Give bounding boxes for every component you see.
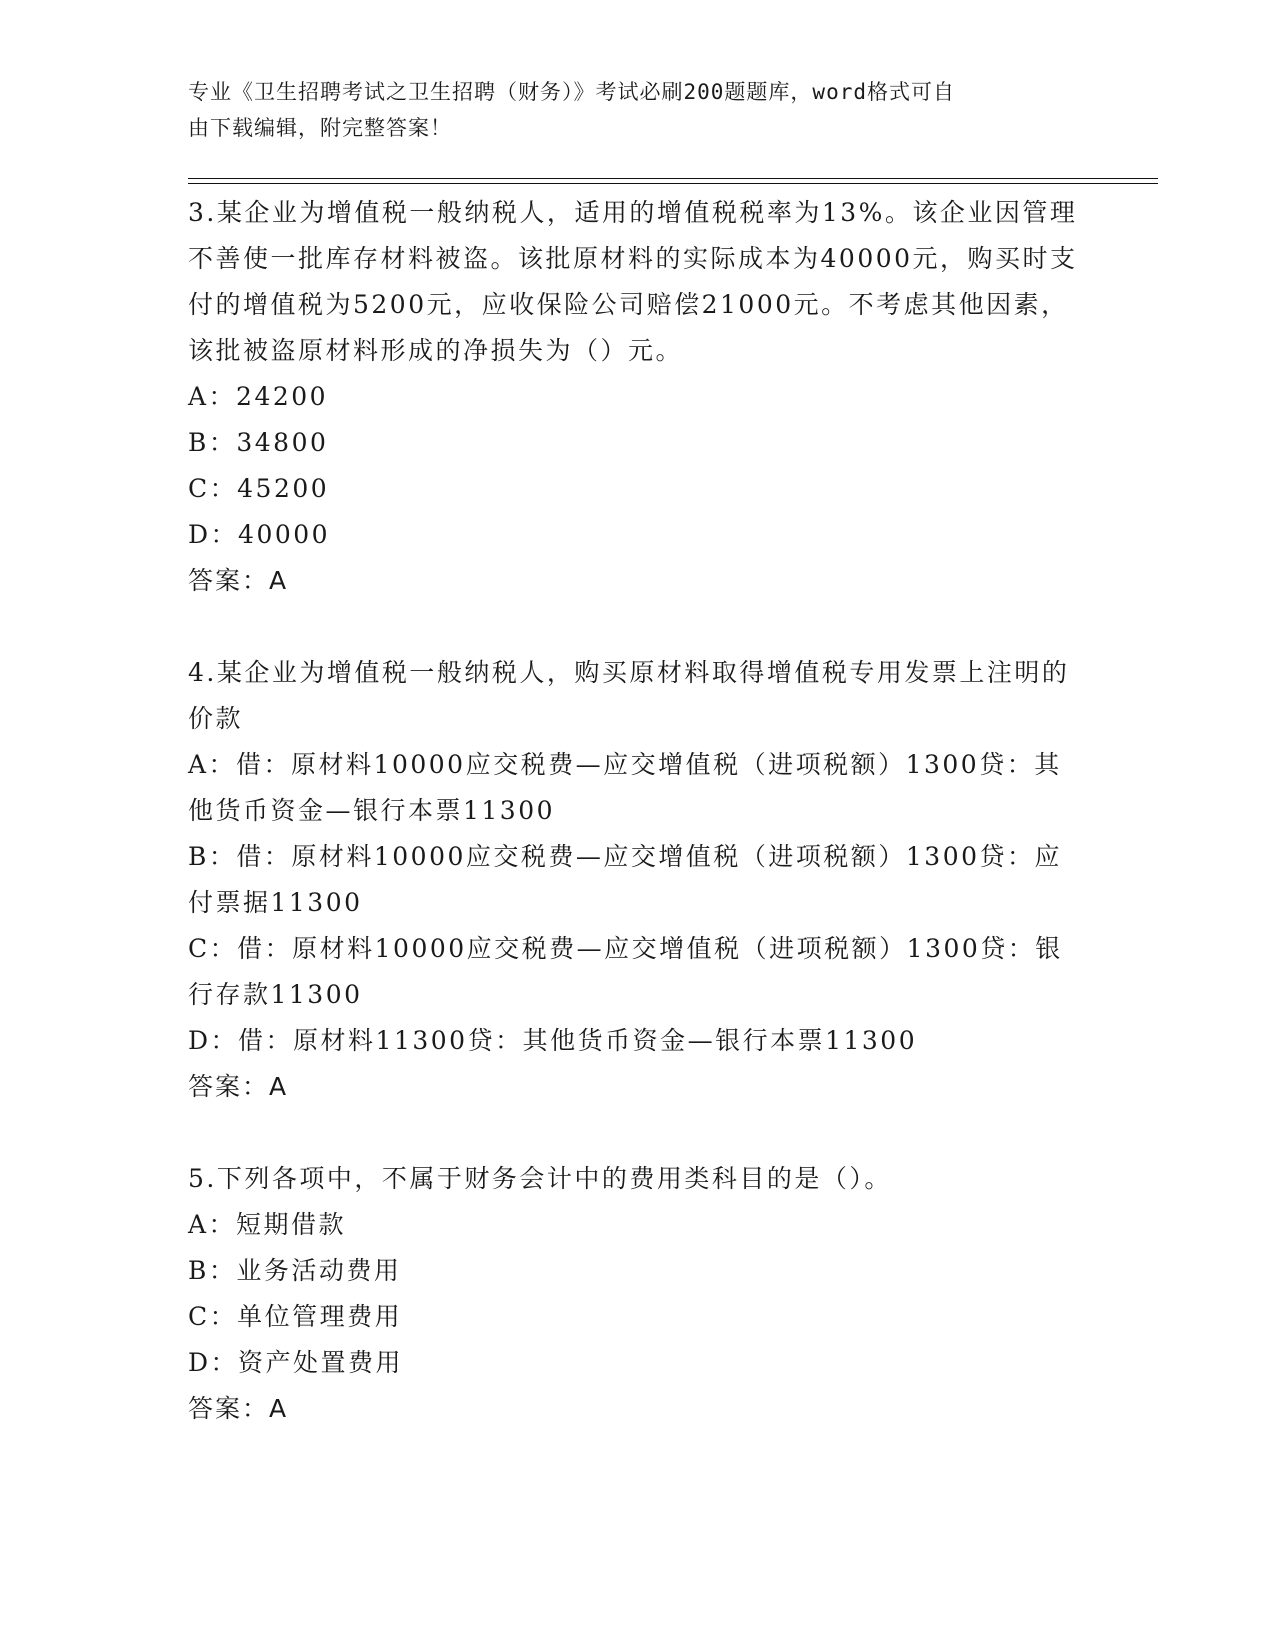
option-c: C：45200 [188, 474, 330, 503]
option-a: A：短期借款 [188, 1210, 347, 1239]
option-b: B：34800 [188, 428, 329, 457]
question-stem: 5.下列各项中，不属于财务会计中的费用类科目的是（）。 [188, 1164, 892, 1193]
question-4 [188, 650, 1088, 1110]
option-a: A：24200 [188, 382, 329, 411]
option-d: D：借：原材料11300贷：其他货币资金—银行本票11300 [188, 1026, 918, 1055]
question-stem: 3.某企业为增值税一般纳税人，适用的增值税税率为13%。该企业因管理不善使一批库存材料被盗。该批原材料的实际成本为40000元，购买时支付的增值税为5200元，应收保险公司赔偿21000元。不考虑其他因素，该批被盗原材料形成的净损失为（）元。 [188, 198, 1078, 365]
option-b: B：借：原材料10000应交税费—应交增值税（进项税额）1300贷：应付票据11300 [188, 842, 1063, 917]
question-3 [188, 190, 1088, 604]
answer-line: 答案：A [188, 1072, 289, 1101]
header-line-2: 由下载编辑，附完整答案！ [188, 116, 452, 140]
option-a: A：借：原材料10000应交税费—应交增值税（进项税额）1300贷：其他货币资金—银行本票11300 [188, 750, 1062, 825]
question-stem: 4.某企业为增值税一般纳税人，购买原材料取得增值税专用发票上注明的价款 [188, 658, 1070, 733]
header-divider-bottom [188, 183, 1158, 184]
question-5 [188, 1156, 1088, 1432]
answer-line: 答案：A [188, 1394, 289, 1423]
answer-line: 答案：A [188, 566, 289, 595]
header-line-1: 专业《卫生招聘考试之卫生招聘（财务）》考试必刷200题题库，word格式可自 [188, 80, 955, 104]
header-divider-top [188, 178, 1158, 179]
option-c: C：单位管理费用 [188, 1302, 403, 1331]
option-b: B：业务活动费用 [188, 1256, 402, 1285]
document-header [188, 74, 1088, 146]
option-d: D：40000 [188, 520, 331, 549]
question-list [188, 190, 1088, 1432]
option-d: D：资产处置费用 [188, 1348, 404, 1377]
option-c: C：借：原材料10000应交税费—应交增值税（进项税额）1300贷：银行存款11300 [188, 934, 1063, 1009]
